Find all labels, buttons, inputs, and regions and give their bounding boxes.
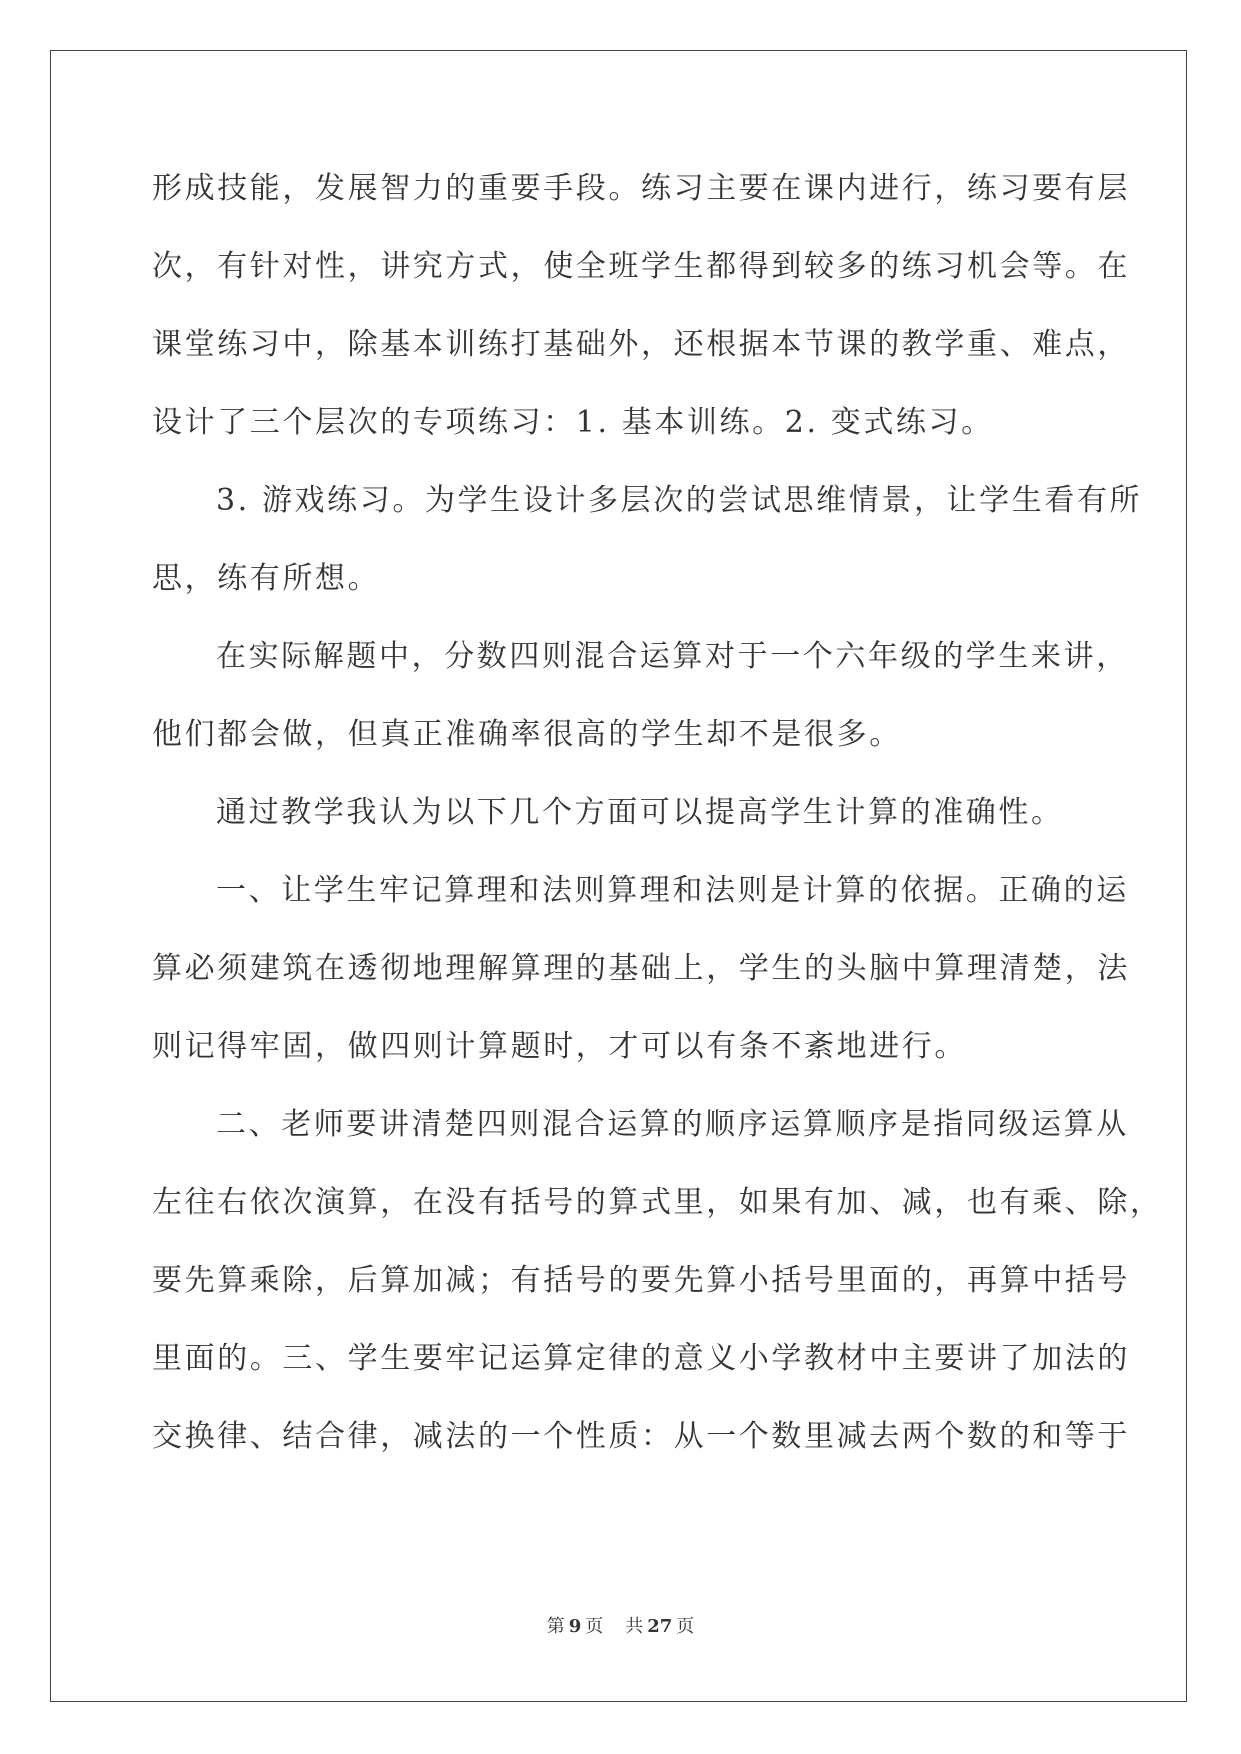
text-line: 设计了三个层次的专项练习：1. 基本训练。2. 变式练习。 [152,405,994,440]
total-prefix: 共 [625,1616,644,1637]
text-line: 则记得牢固，做四则计算题时，才可以有条不紊地进行。 [152,1029,967,1064]
text-line: 通过教学我认为以下几个方面可以提高学生计算的准确性。 [216,795,1064,830]
page-footer [0,1612,1241,1638]
total-suffix: 页 [676,1616,695,1637]
total-pages: 27 [647,1616,673,1637]
text-line: 课堂练习中，除基本训练打基础外，还根据本节课的教学重、难点， [152,327,1130,362]
page-suffix: 页 [585,1616,604,1637]
text-line: 他们都会做，但真正准确率很高的学生却不是很多。 [152,717,902,752]
text-line: 在实际解题中，分数四则混合运算对于一个六年级的学生来讲， [216,639,1129,674]
text-line: 算必须建筑在透彻地理解算理的基础上，学生的头脑中算理清楚，法 [152,951,1130,986]
text-line: 一、让学生牢记算理和法则算理和法则是计算的依据。正确的运 [216,873,1129,908]
document-body [152,160,1163,1486]
text-line: 形成技能，发展智力的重要手段。练习主要在课内进行，练习要有层 [152,171,1130,206]
text-line: 二、老师要讲清楚四则混合运算的顺序运算顺序是指同级运算从 [216,1107,1129,1142]
text-line: 思，练有所想。 [152,561,381,596]
page-prefix: 第 [546,1616,565,1637]
text-line: 左往右依次演算，在没有括号的算式里，如果有加、减，也有乘、除， [152,1185,1163,1220]
text-line: 3. 游戏练习。为学生设计多层次的尝试思维情景，让学生看有所 [216,483,1143,518]
page-number: 9 [568,1616,582,1637]
text-line: 交换律、结合律，减法的一个性质：从一个数里减去两个数的和等于 [152,1419,1130,1454]
text-line: 要先算乘除，后算加减；有括号的要先算小括号里面的，再算中括号 [152,1263,1130,1298]
text-line: 里面的。三、学生要牢记运算定律的意义小学教材中主要讲了加法的 [152,1341,1130,1376]
text-line: 次，有针对性，讲究方式，使全班学生都得到较多的练习机会等。在 [152,249,1130,284]
